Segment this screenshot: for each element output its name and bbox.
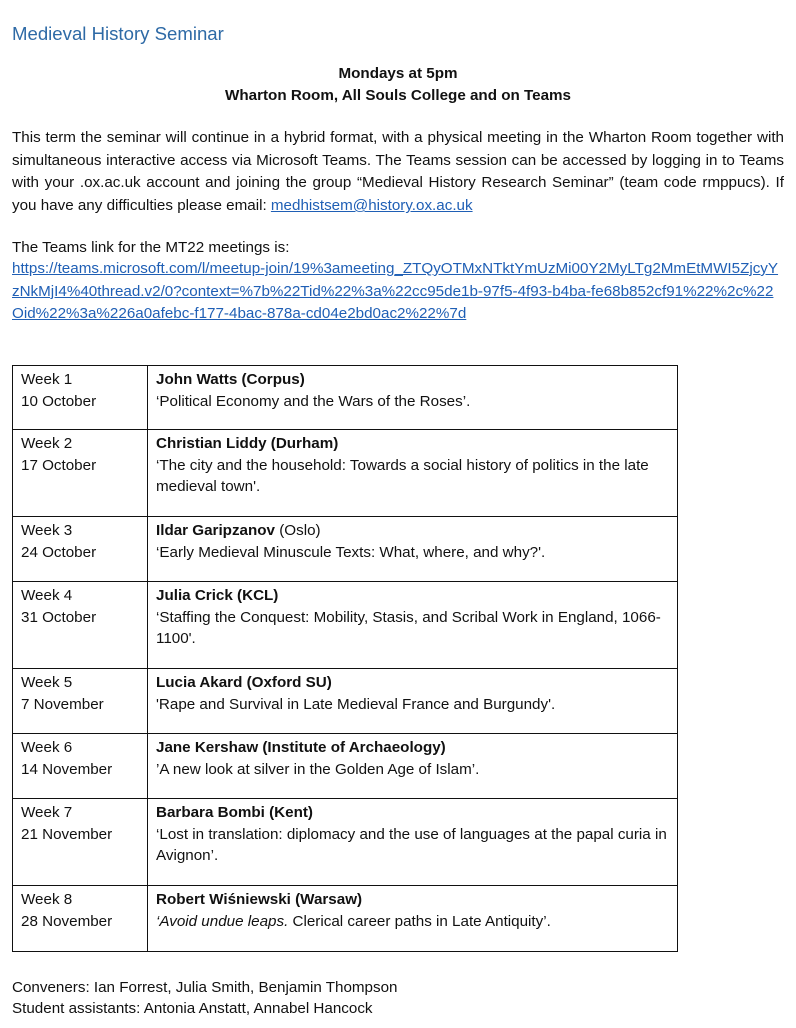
week-cell — [13, 799, 148, 886]
week-date: 14 November — [21, 760, 113, 778]
week-label: Week 7 — [21, 804, 73, 821]
table-row — [13, 366, 678, 430]
speaker-line — [156, 520, 670, 542]
speaker-name: Robert Wiśniewski (Warsaw) — [156, 891, 363, 908]
week-label: Week 6 — [21, 739, 73, 756]
paper-title: 'Rape and Survival in Late Medieval France and Burgundy'. — [156, 695, 556, 713]
session-cell — [148, 582, 678, 669]
paper-title: ‘Early Medieval Minuscule Texts: What, where, and why?'. — [156, 543, 546, 561]
teams-link-label: The Teams link for the MT22 meetings is: — [12, 239, 290, 256]
week-label: Week 1 — [21, 371, 73, 388]
assistants-line: Student assistants: Antonia Anstatt, Annabel Hancock — [12, 1000, 373, 1017]
week-date: 28 November — [21, 912, 113, 930]
week-cell — [13, 430, 148, 517]
week-cell — [13, 669, 148, 734]
email-link[interactable]: medhistsem@history.ox.ac.uk — [270, 197, 473, 215]
week-date: 7 November — [21, 695, 104, 713]
week-cell — [13, 366, 148, 430]
speaker-name: Ildar Garipzanov — [156, 522, 276, 539]
paper-title: ‘Political Economy and the Wars of the Roses’. — [156, 392, 471, 410]
speaker-name: John Watts (Corpus) — [156, 371, 305, 388]
schedule-table — [12, 365, 678, 952]
paper-title: ‘The city and the household: Towards a social history of politics in the late medieval town'. — [156, 456, 649, 495]
seminar-title: Medieval History Seminar — [12, 23, 224, 44]
week-label: Week 3 — [21, 522, 73, 539]
paper-title: ‘Lost in translation: diplomacy and the use of languages at the papal curia in Avignon’. — [156, 825, 667, 864]
week-cell — [13, 582, 148, 669]
speaker-name: Jane Kershaw (Institute of Archaeology) — [156, 739, 446, 756]
week-date: 24 October — [21, 543, 97, 561]
paper-title-italic: ‘Avoid undue leaps. — [156, 912, 289, 930]
week-date: 17 October — [21, 456, 97, 474]
week-date: 10 October — [21, 392, 97, 410]
session-cell — [148, 734, 678, 799]
intro-text: This term the seminar will continue in a hybrid format, with a physical meeting in the Wharton Room together with simultaneous interactive access via Microsoft Teams. The Teams session can be accessed by logging in to Teams with your .ox.ac.uk account and joining the group “Medieval History Research Seminar” (team code rmppucs). If you have any difficulties please email: — [12, 129, 784, 215]
session-cell — [148, 430, 678, 517]
meeting-location: Wharton Room, All Souls College and on Teams — [225, 87, 571, 104]
table-row — [13, 582, 678, 669]
speaker-name: Lucia Akard (Oxford SU) — [156, 674, 332, 691]
speaker-affiliation: (Oslo) — [275, 522, 321, 539]
table-row — [13, 517, 678, 582]
week-label: Week 2 — [21, 435, 73, 452]
table-row — [13, 430, 678, 517]
week-label: Week 8 — [21, 891, 73, 908]
paper-title-rest: Clerical career paths in Late Antiquity’. — [288, 912, 551, 930]
week-date: 21 November — [21, 825, 113, 843]
teams-meeting-link[interactable]: https://teams.microsoft.com/l/meetup-join/19%3ameeting_ZTQyOTMxNTktYmUzMi00Y2MyLTg2MmEtMWI5ZjcyYzNkMjI4%40thread.v2/0?context=%7b%22Tid%22%3a%22cc95de1b-97f5-4f93-b4ba-fe68b852cf91%22%2c%22Oid%22%3a%226a0afebc-f177-4bac-878a-cd04e2bd0ac2%22%7d — [12, 260, 779, 323]
week-date: 31 October — [21, 608, 97, 626]
session-cell — [148, 366, 678, 430]
table-row — [13, 669, 678, 734]
speaker-name: Christian Liddy (Durham) — [156, 435, 339, 452]
meeting-time: Mondays at 5pm — [338, 65, 458, 82]
week-label: Week 4 — [21, 587, 73, 604]
table-row — [13, 734, 678, 799]
week-cell — [13, 886, 148, 952]
intro-paragraph — [12, 127, 784, 218]
session-cell — [148, 517, 678, 582]
table-row — [13, 799, 678, 886]
session-cell — [148, 886, 678, 952]
teams-link-block — [12, 258, 784, 326]
paper-title: ’A new look at silver in the Golden Age of Islam’. — [156, 760, 480, 778]
session-cell — [148, 799, 678, 886]
week-label: Week 5 — [21, 674, 73, 691]
paper-title: ‘Staffing the Conquest: Mobility, Stasis, and Scribal Work in England, 1066-1100'. — [156, 608, 661, 647]
speaker-name: Barbara Bombi (Kent) — [156, 804, 313, 821]
paper-title — [156, 911, 670, 933]
speaker-name: Julia Crick (KCL) — [156, 587, 279, 604]
week-cell — [13, 734, 148, 799]
table-row — [13, 886, 678, 952]
conveners-line: Conveners: Ian Forrest, Julia Smith, Benjamin Thompson — [12, 979, 398, 996]
week-cell — [13, 517, 148, 582]
session-cell — [148, 669, 678, 734]
